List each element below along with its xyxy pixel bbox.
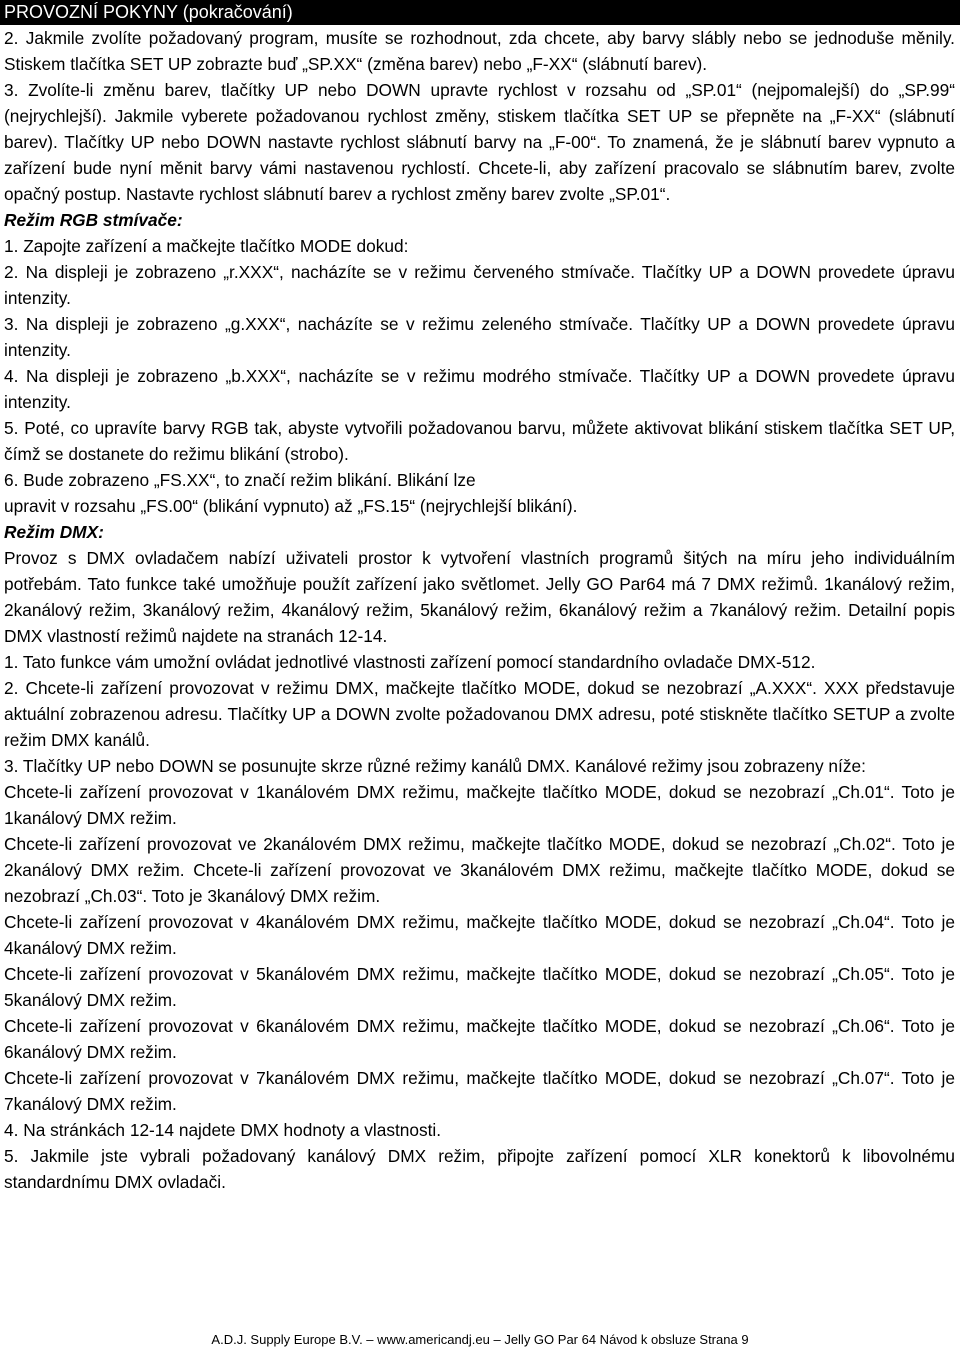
dmx-intro: Provoz s DMX ovladačem nabízí uživateli prostor k vytvoření vlastních programů šitých na míru jeho individuálním potřebám. Tato funkce také umožňuje použít zařízení jako světlomet. Jelly GO Par64 má 7 DMX režimů. 1kanálový režim, 2kanálový režim, 3kanálový režim, 4kanálový režim, 5kanálový režim, 6kanálový režim a 7kanálový režim. Detailní popis DMX vlastností režimů najdete na stranách 12-14. [4, 548, 955, 646]
dmx-channel-2-3: Chcete-li zařízení provozovat ve 2kanálovém DMX režimu, mačkejte tlačítko MODE, dokud se nezobrazí „Ch.02“. Toto je 2kanálový DMX režim. Chcete-li zařízení provozovat ve 3kanálovém DMX režimu, mačkejte tlačítko MODE, dokud se nezobrazí „Ch.03“. Toto je 3kanálový DMX režim. [4, 834, 955, 906]
rgb-step-3: 3. Na displeji je zobrazeno „g.XXX“, nacházíte se v režimu zeleného stmívače. Tlačítky UP a DOWN provedete úpravu intenzity. [4, 314, 955, 360]
dmx-step-5: 5. Jakmile jste vybrali požadovaný kanálový DMX režim, připojte zařízení pomocí XLR konektorů k libovolnému standardnímu DMX ovladači. [4, 1146, 955, 1192]
page-header [0, 0, 960, 25]
rgb-step-6-range: upravit v rozsahu „FS.00“ (blikání vypnuto) až „FS.15“ (nejrychlejší blikání). [4, 496, 578, 516]
rgb-step-6: 6. Bude zobrazeno „FS.XX“, to značí režim blikání. Blikání lze [4, 470, 476, 490]
dmx-channel-5: Chcete-li zařízení provozovat v 5kanálovém DMX režimu, mačkejte tlačítko MODE, dokud se nezobrazí „Ch.05“. Toto je 5kanálový DMX režim. [4, 964, 955, 1010]
dmx-channel-6: Chcete-li zařízení provozovat v 6kanálovém DMX režimu, mačkejte tlačítko MODE, dokud se nezobrazí „Ch.06“. Toto je 6kanálový DMX režim. [4, 1016, 955, 1062]
rgb-step-2: 2. Na displeji je zobrazeno „r.XXX“, nacházíte se v režimu červeného stmívače. Tlačítky UP a DOWN provedete úpravu intenzity. [4, 262, 955, 308]
paragraph-color-mode: 2. Jakmile zvolíte požadovaný program, musíte se rozhodnout, zda chcete, aby barvy slábly nebo se jednoduše měnily. Stiskem tlačítka SET UP zobrazte buď „SP.XX“ (změna barev) nebo „F-XX“ (slábnutí barev). [4, 28, 955, 74]
dmx-step-3: 3. Tlačítky UP nebo DOWN se posunujte skrze různé režimy kanálů DMX. Kanálové režimy jsou zobrazeny níže: [4, 756, 866, 776]
dmx-step-4: 4. Na stránkách 12-14 najdete DMX hodnoty a vlastnosti. [4, 1120, 442, 1140]
heading-dmx-mode: Režim DMX: [4, 522, 104, 542]
rgb-step-4: 4. Na displeji je zobrazeno „b.XXX“, nacházíte se v režimu modrého stmívače. Tlačítky UP a DOWN provedete úpravu intenzity. [4, 366, 955, 412]
rgb-step-1: 1. Zapojte zařízení a mačkejte tlačítko MODE dokud: [4, 236, 409, 256]
rgb-step-5: 5. Poté, co upravíte barvy RGB tak, abyste vytvořili požadovanou barvu, můžete aktivovat blikání stiskem tlačítka SET UP, čímž se dostanete do režimu blikání (strobo). [4, 418, 955, 464]
dmx-step-1: 1. Tato funkce vám umožní ovládat jednotlivé vlastnosti zařízení pomocí standardního ovladače DMX-512. [4, 652, 816, 672]
header-title: PROVOZNÍ POKYNY (pokračování) [4, 2, 293, 22]
dmx-channel-7: Chcete-li zařízení provozovat v 7kanálovém DMX režimu, mačkejte tlačítko MODE, dokud se nezobrazí „Ch.07“. Toto je 7kanálový DMX režim. [4, 1068, 955, 1114]
dmx-step-2: 2. Chcete-li zařízení provozovat v režimu DMX, mačkejte tlačítko MODE, dokud se nezobrazí „A.XXX“. XXX představuje aktuální zobrazenou adresu. Tlačítky UP a DOWN zvolte požadovanou DMX adresu, poté stiskněte tlačítko SETUP a zvolte režim DMX kanálů. [4, 678, 955, 750]
dmx-channel-1: Chcete-li zařízení provozovat v 1kanálovém DMX režimu, mačkejte tlačítko MODE, dokud se nezobrazí „Ch.01“. Toto je 1kanálový DMX režim. [4, 782, 955, 828]
paragraph-speed: 3. Zvolíte-li změnu barev, tlačítky UP nebo DOWN upravte rychlost v rozsahu od „SP.01“ (nejpomalejší) do „SP.99“ (nejrychlejší). Jakmile vyberete požadovanou rychlost změny, stiskem tlačítka SET UP se přepněte na „F-XX“ (slábnutí barev). Tlačítky UP nebo DOWN nastavte rychlost slábnutí barvy na „F-00“. To znamená, že je slábnutí barev vypnuto a zařízení bude nyní měnit barvy vámi nastavenou rychlostí. Chcete-li, aby zařízení pracovalo se slábnutím barev, zvolte opačný postup. Nastavte rychlost slábnutí barev a rychlost změny barev zvolte „SP.01“. [4, 80, 955, 204]
dmx-channel-4: Chcete-li zařízení provozovat v 4kanálovém DMX režimu, mačkejte tlačítko MODE, dokud se nezobrazí „Ch.04“. Toto je 4kanálový DMX režim. [4, 912, 955, 958]
document-body [4, 25, 955, 1195]
page-footer: A.D.J. Supply Europe B.V. – www.americandj.eu – Jelly GO Par 64 Návod k obsluze Strana 9 [211, 1332, 749, 1347]
heading-rgb-dimmer: Režim RGB stmívače: [4, 210, 183, 230]
